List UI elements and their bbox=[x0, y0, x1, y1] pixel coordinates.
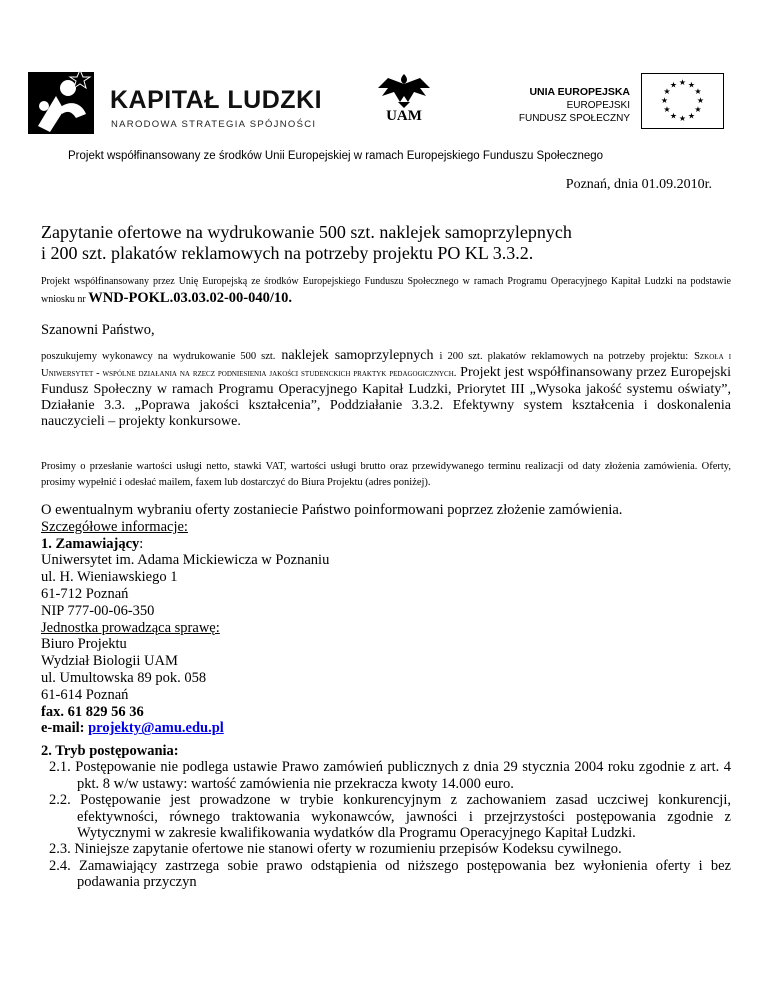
eu-line-1: UNIA EUROPEJSKA bbox=[529, 86, 630, 98]
uam-label: UAM bbox=[386, 108, 422, 124]
svg-text:★: ★ bbox=[678, 78, 687, 87]
svg-text:★: ★ bbox=[694, 87, 702, 96]
uam-logo bbox=[374, 72, 434, 132]
offer-instructions: Prosimy o przesłanie wartości usługi netto, stawki VAT, wartości usługi brutto oraz przewidywanego terminu realizacji od daty złożenia zamówienia. Oferty, prosimy wypełnić i odesłać mailem, faxem lub dostarczyć do Biura Projektu (adres poniżej). bbox=[41, 461, 731, 488]
svg-text:★: ★ bbox=[669, 111, 678, 121]
contact-details: O ewentualnym wybraniu oferty zostaniecie Państwo poinformowani poprzez złożenie zamówienia. Szczegółowe informacje: 1. Zamawiający: Uniwersytet im. Adama Mickiewicza w Poznaniu ul. H. Wieniawskiego 1 61-712 Poznań NIP 777-00-06-350 Jednostka prowadząca sprawę: Biuro Projektu Wydział Biologii UAM ul. Umultowska 89 pok. 058 61-614 Poznań fax. 61 829 56 36 e-mail: projekty@amu.edu.pl bbox=[41, 502, 731, 737]
unit-line: ul. Umultowska 89 pok. 058 bbox=[41, 669, 207, 686]
document-date: Poznań, dnia 01.09.2010r. bbox=[565, 177, 712, 192]
svg-text:★: ★ bbox=[687, 80, 696, 90]
project-name: Szkoła i Uniwersytet - wspólne działania na rzecz podniesienia jakości studenckich praktyk pedagogicznych. bbox=[41, 351, 732, 379]
eu-text-block bbox=[519, 86, 630, 125]
document-title bbox=[41, 222, 731, 264]
project-intro-text: Projekt współfinansowany przez Unię Europejską ze środków Europejskiego Funduszu Społecznego w ramach Programu Operacyjnego Kapitał Ludzki na podstawie wniosku nr bbox=[41, 276, 731, 305]
kapital-ludzki-subtitle: NARODOWA STRATEGIA SPÓJNOŚCI bbox=[111, 119, 317, 130]
client-line: ul. H. Wieniawskiego 1 bbox=[41, 569, 178, 586]
cofinancing-banner: Projekt współfinansowany ze środków Unii Europejskiej w ramach Europejskiego Funduszu Społecznego bbox=[68, 150, 604, 162]
details-heading: Szczegółowe informacje: bbox=[41, 518, 188, 535]
svg-text:★: ★ bbox=[696, 96, 705, 105]
svg-text:★: ★ bbox=[663, 87, 671, 96]
fax-number: fax. 61 829 56 36 bbox=[41, 703, 144, 720]
svg-text:★: ★ bbox=[678, 114, 687, 123]
title-line-2: i 200 szt. plakatów reklamowych na potrzeby projektu PO KL 3.3.2. bbox=[41, 243, 534, 263]
kapital-ludzki-logo bbox=[28, 66, 338, 136]
eu-line-2: EUROPEJSKI bbox=[566, 100, 630, 111]
procedure-item: 2.4. Zamawiający zastrzega sobie prawo odstąpienia od niższego postępowania bez wyłonienia oferty i bez podawania przyczyn bbox=[49, 857, 731, 891]
client-line: Uniwersytet im. Adama Mickiewicza w Poznaniu bbox=[41, 552, 330, 569]
project-intro bbox=[41, 274, 731, 308]
para1-part-c: i 200 szt. plakatów reklamowych na potrzeby projektu: bbox=[439, 351, 689, 362]
client-heading: 1. Zamawiający bbox=[41, 535, 140, 552]
title-line-1: Zapytanie ofertowe na wydrukowanie 500 szt. naklejek samoprzylepnych bbox=[41, 222, 572, 242]
project-application-number: WND-POKL.03.03.02-00-040/10. bbox=[88, 290, 293, 306]
para1-part-b: naklejek samoprzylepnych bbox=[281, 348, 434, 363]
unit-line: 61-614 Poznań bbox=[41, 686, 129, 703]
notify-line: O ewentualnym wybraniu oferty zostaniecie Państwo poinformowani poprzez złożenie zamówienia. bbox=[41, 502, 623, 518]
unit-line: Wydział Biologii UAM bbox=[41, 653, 178, 670]
unit-heading: Jednostka prowadząca sprawę: bbox=[41, 619, 220, 636]
eu-flag-icon bbox=[641, 73, 724, 129]
svg-text:★: ★ bbox=[660, 96, 669, 105]
para1-part-a: poszukujemy wykonawcy na wydrukowanie 500 szt. bbox=[41, 351, 276, 362]
kapital-ludzki-emblem-icon bbox=[28, 66, 94, 136]
procedure-heading: 2. Tryb postępowania: bbox=[41, 743, 179, 759]
para1-part-e: Projekt jest współfinansowany przez Europejski Fundusz Społeczny w ramach Programu Operacyjnego Kapitał Ludzki, Priorytet III „Wysoka jakość systemu oświaty”, Działanie 3.3. „Poprawa jakości kształcenia”, Poddziałanie 3.3.2. Efektywny system kształcenia i doskonalenia nauczycieli – projekty konkursowe. bbox=[41, 365, 732, 429]
client-line: 61-712 Poznań bbox=[41, 585, 129, 602]
svg-text:★: ★ bbox=[663, 105, 671, 114]
greeting: Szanowni Państwo, bbox=[41, 322, 155, 338]
email-link[interactable]: projekty@amu.edu.pl bbox=[88, 720, 224, 737]
procedure-item: 2.2. Postępowanie jest prowadzone w trybie konkurencyjnym z zachowaniem zasad uczciwej konkurencji, efektywności, równego traktowania wykonawców, jawności i przejrzystości postępowania zgodnie z Wytycznymi w zakresie kwalifikowania wydatków dla Programu Operacyjnego Kapitał Ludzki. bbox=[49, 792, 731, 842]
svg-text:★: ★ bbox=[669, 80, 678, 90]
procedure-item: 2.3. Niniejsze zapytanie ofertowe nie stanowi oferty w rozumieniu przepisów Kodeksu cywilnego. bbox=[49, 841, 622, 858]
uam-eagle-icon bbox=[374, 72, 434, 110]
eu-line-3: FUNDUSZ SPOŁECZNY bbox=[518, 113, 630, 124]
client-line: NIP 777-00-06-350 bbox=[41, 602, 155, 619]
svg-text:★: ★ bbox=[694, 105, 702, 114]
procedure-section bbox=[41, 743, 731, 891]
procedure-item: 2.1. Postępowanie nie podlega ustawie Prawo zamówień publicznych z dnia 29 stycznia 2004 roku zgodnie z art. 4 pkt. 8 w/w ustawy: wartość zamówienia nie przekracza kwoty 14.000 euro. bbox=[49, 759, 731, 792]
kapital-ludzki-title: KAPITAŁ LUDZKI bbox=[110, 86, 323, 114]
email-label: e-mail: bbox=[41, 720, 85, 737]
unit-line: Biuro Projektu bbox=[41, 636, 127, 653]
request-paragraph bbox=[41, 348, 731, 430]
svg-text:★: ★ bbox=[687, 111, 696, 121]
